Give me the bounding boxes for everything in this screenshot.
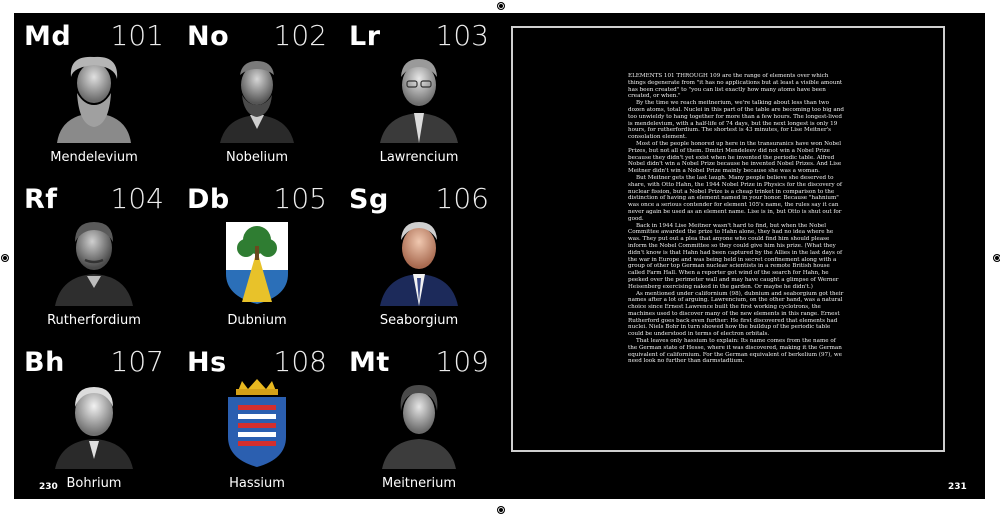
element-name: Mendelevium [50,150,138,165]
article-paragraph: As mentioned under californium (98), dubnium and seaborgium got their names after a lot of arguing. Lawrencium, on the other hand, was a natural choice since Ernest Lawrence built the first working cyclotrons, the machines used to discover many of the new elements in this range. Ernest Rutherford goes back even further: He first discovered that elements had nuclei. Niels Bohr in turn showed how the buildup of the periodic table could be understood in terms of electron orbitals. [628,290,844,338]
portrait-icon [374,379,464,469]
coat-of-arms-icon [212,379,302,469]
page-number-left: 230 [39,482,58,492]
element-name: Meitnerium [381,476,457,491]
element-name: Lawrencium [379,150,459,165]
element-name: Bohrium [66,476,122,491]
atomic-number: 107 [110,345,164,378]
element-name: Dubnium [227,313,287,328]
element-tile-sg [339,176,499,336]
element-tile-hs [177,339,337,499]
element-tile-lr [339,13,499,173]
portrait-icon [49,53,139,143]
element-symbol: No [187,21,230,52]
element-symbol: Bh [24,347,65,378]
element-tile-no [177,13,337,173]
atomic-number: 105 [273,182,327,215]
element-symbol: Sg [349,184,389,215]
atomic-number: 102 [273,19,327,52]
atomic-number: 103 [435,19,489,52]
element-name: Seaborgium [379,313,459,328]
registration-mark-top [497,2,505,10]
element-tile-md [14,13,174,173]
article-paragraph: Most of the people honored up here in the transuranics have won Nobel Prizes, but not all of them. Dmitri Mendeleev did not win a Nobel Prize because they didn't yet exist when he invented the periodic table. Alfred Nobel didn't win a Nobel Prize because he invented Nobel Prizes. And Lise Meitner didn't win a Nobel Prize mainly because she was a woman. [628,140,842,175]
element-tile-mt [339,339,499,499]
element-symbol: Db [187,184,230,215]
portrait-icon [374,216,464,306]
element-tile-db [177,176,337,336]
element-name: Nobelium [225,150,289,165]
coat-of-arms-icon [212,216,302,306]
portrait-icon [374,53,464,143]
element-tile-rf [14,176,174,336]
portrait-icon [49,379,139,469]
element-tile-bh [14,339,174,499]
element-name: Rutherfordium [47,313,141,328]
element-name: Hassium [229,476,285,491]
element-symbol: Mt [349,347,390,378]
portrait-icon [49,216,139,306]
page-number-right: 231 [948,482,967,492]
atomic-number: 109 [435,345,489,378]
article-text [628,73,846,365]
portrait-icon [212,53,302,143]
element-grid [14,13,499,499]
element-symbol: Hs [187,347,227,378]
element-symbol: Lr [349,21,381,52]
element-symbol: Rf [24,184,58,215]
article-paragraph: That leaves only hassium to explain: Its name comes from the name of the German state of Hesse, where it was discovered, making it the German equivalent of californium. For the German equivalent of berkelium (97), we need look no further than darmstadtium. [628,338,842,365]
atomic-number: 106 [435,182,489,215]
atomic-number: 108 [273,345,327,378]
article-paragraph: ELEMENTS 101 THROUGH 109 are the range of elements over which things degenerate from "it has no applications but at least a visible amount has been created" to "you can list exactly how many atoms have been created, or when." [628,73,843,100]
atomic-number: 104 [110,182,164,215]
registration-mark-right [993,254,1000,262]
atomic-number: 101 [110,19,164,52]
registration-mark-left [1,254,9,262]
article-paragraph: By the time we reach meitnerium, we're talking about less than two dozen atoms, total. Nuclei in this part of the table are becoming too big and too unwieldy to hang together for more than a few hours. The longest-lived is mendelevium, with a half-life of 74 days, but the next longest is only 19 hours, for rutherfordium. The shortest is 43 minutes, for Lise Meitner's consolation element. [628,100,844,141]
article-paragraph: Back in 1944 Lise Meitner wasn't hard to find, but when the Nobel Committee awarded the prize to Hahn alone, they had no idea where he was. They put out a plea that anyone who could find him should please inform the Nobel Committee so they could give him his prize. (What they didn't know is that Hahn had been captured by the Allies in the last days of the war in Europe and was being held in secret confinement along with a group of other top German nuclear scientists in a remote British house called Farm Hall. When a reporter got wind of the search for Hahn, he peeked over the perimeter wall and may have caught a glimpse of Werner Heisenberg exercising naked in the garden. Or maybe he didn't.) [628,222,843,290]
article-paragraph: But Meitner gets the last laugh. Many people believe she deserved to share, with Otto Hahn, the 1944 Nobel Prize in Physics for the discovery of nuclear fission, but a Nobel Prize is a cheap trinket in comparison to the distinction of having an element named in your honor. Because "hahnium" was once a serious contender for element 105's name, the rules say it can never again be used as an element name. Lise is in, but Otto is shut out for good. [628,174,842,222]
registration-mark-bottom [497,506,505,514]
element-symbol: Md [24,21,72,52]
